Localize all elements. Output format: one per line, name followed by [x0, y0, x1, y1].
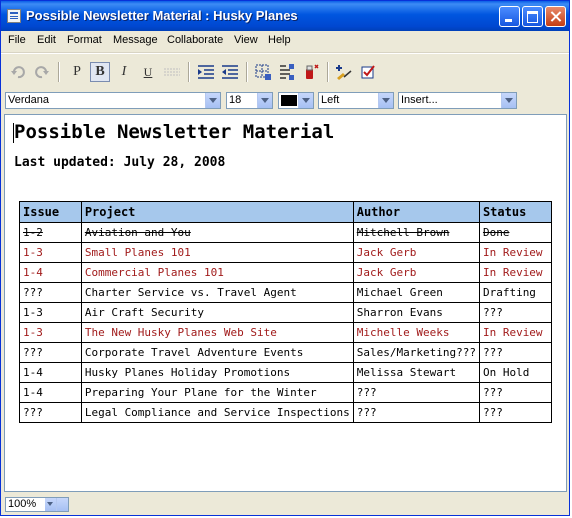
document-icon — [7, 9, 21, 23]
spinner-icon[interactable] — [56, 498, 68, 511]
chevron-down-icon[interactable] — [257, 93, 272, 108]
cell-issue[interactable]: 1-2 — [20, 223, 82, 243]
color-swatch — [281, 95, 297, 106]
cell-status[interactable]: ??? — [479, 383, 551, 403]
font-family-value: Verdana — [8, 94, 49, 106]
column-header-status: Status — [479, 202, 551, 223]
table-row[interactable] — [20, 363, 552, 383]
insert-select[interactable] — [398, 92, 517, 109]
table-header-row — [20, 202, 552, 223]
accept-button[interactable] — [358, 62, 378, 82]
menu-edit[interactable]: Edit — [37, 34, 56, 46]
table-row[interactable] — [20, 263, 552, 283]
chevron-down-icon[interactable] — [45, 498, 56, 511]
checkbox-icon — [359, 63, 377, 81]
cell-author[interactable]: Michelle Weeks — [353, 323, 479, 343]
cell-author[interactable]: Sharron Evans — [353, 303, 479, 323]
alignment-value: Left — [321, 94, 340, 106]
cell-issue[interactable]: 1-3 — [20, 323, 82, 343]
cell-author[interactable]: Melissa Stewart — [353, 363, 479, 383]
table-row[interactable] — [20, 383, 552, 403]
editor-area[interactable] — [4, 114, 567, 492]
maximize-button[interactable] — [522, 6, 543, 27]
cell-project[interactable]: Commercial Planes 101 — [81, 263, 353, 283]
status-bar — [1, 494, 569, 515]
underline-button[interactable]: U — [143, 64, 153, 79]
cell-status[interactable]: ??? — [479, 343, 551, 363]
table-row[interactable] — [20, 283, 552, 303]
outdent-button[interactable] — [220, 62, 240, 82]
table-row[interactable] — [20, 243, 552, 263]
zoom-select[interactable] — [5, 497, 69, 512]
cell-project[interactable]: Corporate Travel Adventure Events — [81, 343, 353, 363]
cell-author[interactable]: ??? — [353, 383, 479, 403]
eraser-icon — [302, 63, 320, 81]
toolbar-separator — [188, 62, 190, 82]
italic-button[interactable]: I — [121, 64, 127, 79]
table-icon — [254, 63, 272, 81]
cell-issue[interactable]: ??? — [20, 343, 82, 363]
cell-status[interactable]: Drafting — [479, 283, 551, 303]
cell-project[interactable]: Air Craft Security — [81, 303, 353, 323]
cell-status[interactable]: On Hold — [479, 363, 551, 383]
undo-icon — [10, 64, 26, 80]
menu-bar — [1, 31, 569, 53]
cell-author[interactable]: Jack Gerb — [353, 243, 479, 263]
cell-issue[interactable]: 1-3 — [20, 243, 82, 263]
cell-issue[interactable]: 1-4 — [20, 383, 82, 403]
chevron-down-icon[interactable] — [501, 93, 516, 108]
column-header-issue: Issue — [20, 202, 82, 223]
menu-view[interactable]: View — [234, 34, 258, 46]
cell-issue[interactable]: ??? — [20, 403, 82, 423]
menu-collaborate[interactable]: Collaborate — [167, 34, 224, 46]
cell-status[interactable]: In Review — [479, 323, 551, 343]
cell-author[interactable]: Michael Green — [353, 283, 479, 303]
close-button[interactable] — [545, 6, 566, 27]
chevron-down-icon[interactable] — [378, 93, 393, 108]
chevron-down-icon[interactable] — [298, 93, 313, 108]
list-button[interactable] — [277, 62, 297, 82]
zoom-value: 100% — [8, 498, 37, 510]
insert-table-button[interactable] — [253, 62, 273, 82]
issues-table[interactable] — [19, 201, 552, 423]
document-subtitle: Last updated: July 28, 2008 — [14, 155, 226, 170]
redo-icon — [34, 64, 50, 80]
menu-help[interactable]: Help — [268, 34, 291, 46]
table-row[interactable] — [20, 403, 552, 423]
column-header-author: Author — [353, 202, 479, 223]
remove-format-button[interactable] — [301, 62, 321, 82]
outdent-icon — [221, 64, 239, 80]
cell-author[interactable]: Jack Gerb — [353, 263, 479, 283]
cell-project[interactable]: Preparing Your Plane for the Winter — [81, 383, 353, 403]
document-title: Possible Newsletter Material — [14, 121, 335, 143]
window-title: Possible Newsletter Material : Husky Planes — [26, 8, 298, 23]
list-icon — [278, 63, 296, 81]
cell-issue[interactable]: 1-4 — [20, 263, 82, 283]
cell-author[interactable]: Mitchell Brown — [353, 223, 479, 243]
toolbar-separator — [327, 62, 329, 82]
cell-project[interactable]: Charter Service vs. Travel Agent — [81, 283, 353, 303]
indent-button[interactable] — [196, 62, 216, 82]
spellcheck-button[interactable] — [334, 62, 354, 82]
text-color-select[interactable] — [278, 92, 314, 109]
cell-project[interactable]: Husky Planes Holiday Promotions — [81, 363, 353, 383]
toolbar-separator — [246, 62, 248, 82]
strikethrough-icon — [163, 66, 181, 78]
insert-value: Insert... — [401, 94, 438, 106]
column-header-project: Project — [81, 202, 353, 223]
cell-project[interactable]: Legal Compliance and Service Inspections — [81, 403, 353, 423]
cell-author[interactable]: Sales/Marketing??? — [353, 343, 479, 363]
bold-button[interactable]: B — [90, 62, 110, 82]
format-bar — [1, 90, 569, 112]
cell-issue[interactable]: 1-3 — [20, 303, 82, 323]
toolbar — [1, 53, 569, 91]
chevron-down-icon[interactable] — [205, 93, 220, 108]
minimize-button[interactable] — [499, 6, 520, 27]
cell-issue[interactable]: 1-4 — [20, 363, 82, 383]
menu-format[interactable]: Format — [67, 34, 102, 46]
cell-status[interactable]: ??? — [479, 303, 551, 323]
alignment-select[interactable] — [318, 92, 394, 109]
cell-author[interactable]: ??? — [353, 403, 479, 423]
font-size-value: 18 — [229, 94, 242, 106]
title-bar[interactable] — [1, 1, 569, 31]
redo-button[interactable] — [32, 62, 52, 82]
cell-status[interactable]: Done — [479, 223, 551, 243]
toolbar-separator — [58, 62, 60, 82]
menu-message[interactable]: Message — [113, 34, 158, 46]
font-size-select[interactable] — [226, 92, 273, 109]
cell-project[interactable]: Small Planes 101 — [81, 243, 353, 263]
cell-project[interactable]: Aviation and You — [81, 223, 353, 243]
spellcheck-icon — [335, 63, 353, 81]
cell-status[interactable]: ??? — [479, 403, 551, 423]
font-family-select[interactable] — [5, 92, 221, 109]
undo-button[interactable] — [8, 62, 28, 82]
indent-icon — [197, 64, 215, 80]
table-row[interactable] — [20, 223, 552, 243]
strikethrough-button[interactable] — [162, 62, 182, 82]
menu-file[interactable]: File — [8, 34, 26, 46]
cell-status[interactable]: In Review — [479, 263, 551, 283]
table-row[interactable] — [20, 343, 552, 363]
table-row[interactable] — [20, 323, 552, 343]
cell-status[interactable]: In Review — [479, 243, 551, 263]
paragraph-button[interactable]: P — [73, 64, 81, 79]
cell-project[interactable]: The New Husky Planes Web Site — [81, 323, 353, 343]
table-row[interactable] — [20, 303, 552, 323]
cell-issue[interactable]: ??? — [20, 283, 82, 303]
